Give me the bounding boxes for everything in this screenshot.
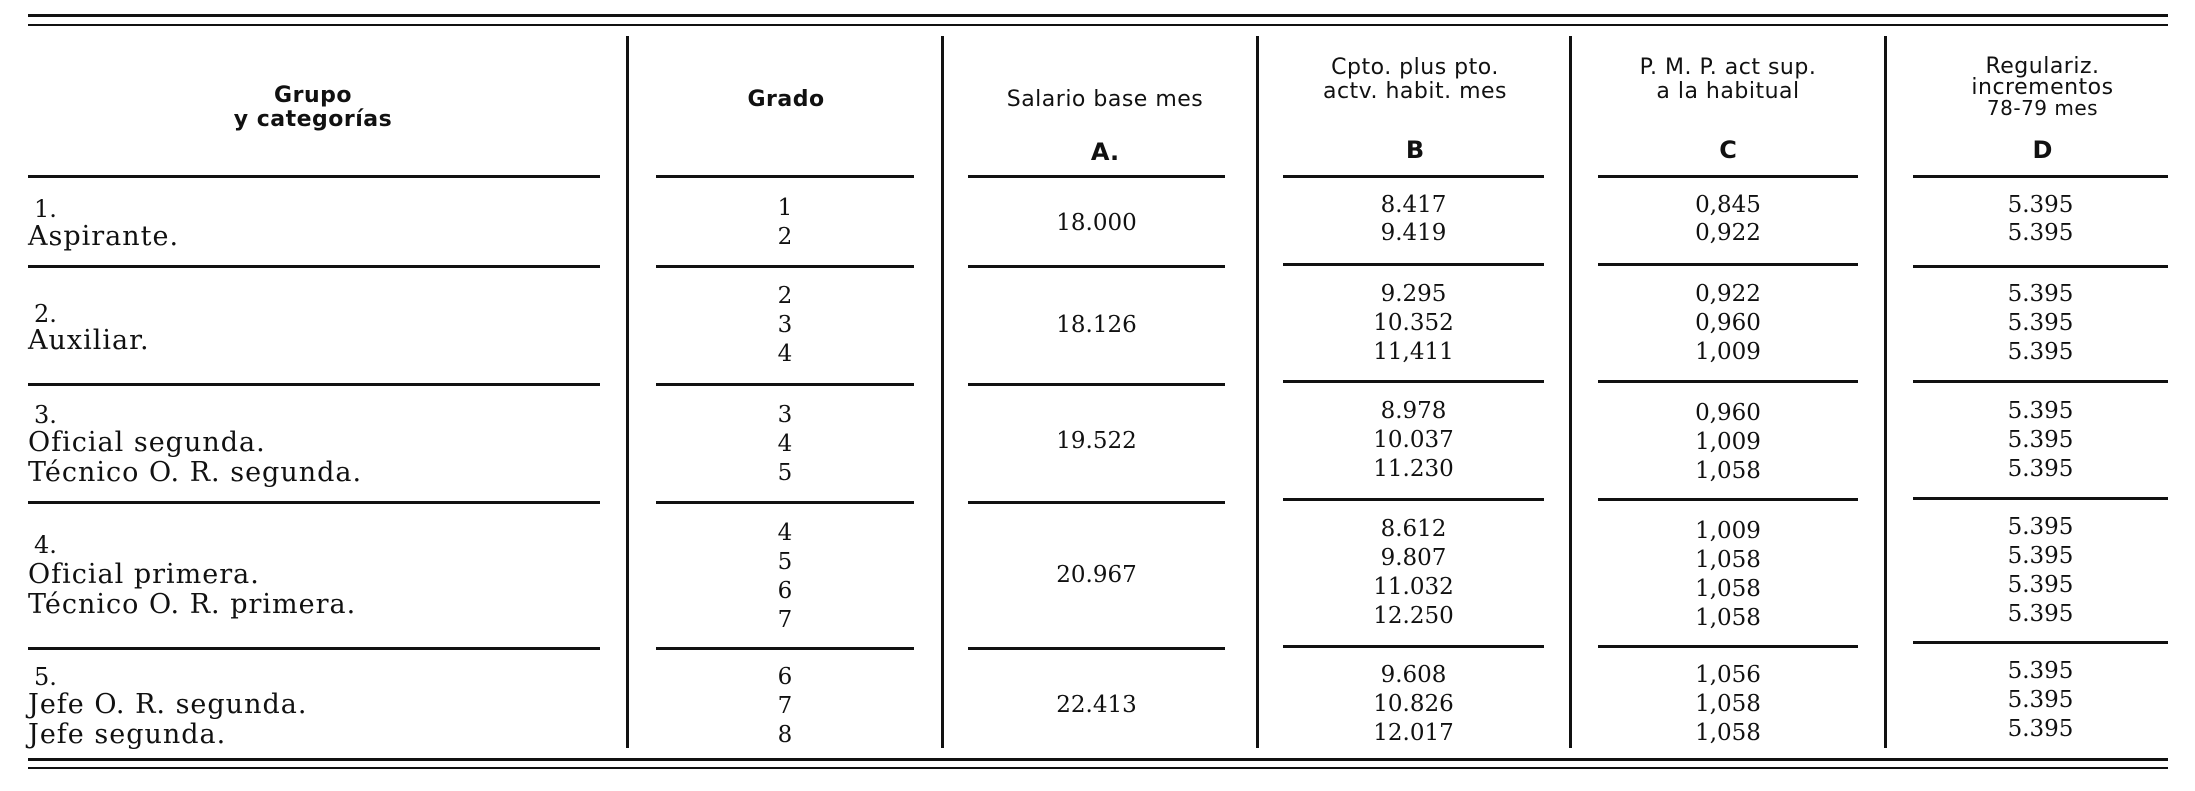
group-separator [1283, 380, 1544, 383]
header-underline [1283, 175, 1544, 178]
header-underline [656, 175, 914, 178]
header-reg-line1: Regulariz. [1985, 54, 2100, 79]
header-grado [656, 88, 916, 112]
group-number: 1. [34, 195, 57, 223]
reg-value: 5.395 [2007, 514, 2074, 540]
category-label: Oficial segunda. [28, 427, 266, 458]
group-separator [1598, 498, 1858, 501]
header-cpto-line1: Cpto. plus pto. [1331, 55, 1499, 80]
header-pmp-line1: P. M. P. act sup. [1639, 55, 1817, 80]
group-separator [656, 383, 914, 386]
top-rule-1 [28, 14, 2168, 17]
header-reg [1900, 56, 2185, 119]
pmp-value: 0,960 [1695, 400, 1761, 426]
group-number: 4. [34, 531, 57, 559]
header-reg-line3: 78-79 mes [1986, 96, 2099, 120]
header-grupo-line1: Grupo [274, 83, 352, 108]
pmp-value: 1,009 [1695, 518, 1761, 544]
reg-value: 5.395 [2007, 687, 2074, 713]
grado-value: 4 [777, 520, 793, 546]
pmp-value: 0,922 [1695, 281, 1761, 307]
header-grupo-line2: y categorías [233, 107, 393, 132]
category-label: Técnico O. R. segunda. [28, 457, 363, 488]
cpto-value: 10.826 [1373, 691, 1454, 717]
cpto-value: 10.352 [1373, 310, 1454, 336]
group-separator [656, 501, 914, 504]
group-separator [968, 383, 1225, 386]
reg-value: 5.395 [2007, 339, 2074, 365]
group-separator [1283, 498, 1544, 501]
group-separator [1913, 265, 2168, 268]
col-divider-4 [1569, 36, 1572, 748]
col-divider-2 [941, 36, 944, 748]
cpto-value: 11.230 [1373, 456, 1454, 482]
grado-value: 7 [777, 607, 793, 633]
reg-value: 5.395 [2007, 398, 2074, 424]
col-divider-5 [1884, 36, 1887, 748]
cpto-value: 9.419 [1380, 220, 1447, 246]
category-label: Aspirante. [28, 221, 180, 252]
bottom-rule-2 [28, 767, 2168, 769]
group-separator [656, 265, 914, 268]
pmp-value: 1,058 [1695, 691, 1761, 717]
group-separator [1283, 645, 1544, 648]
group-separator [968, 265, 1225, 268]
grado-value: 5 [777, 549, 793, 575]
cpto-value: 9.608 [1380, 662, 1447, 688]
grado-value: 6 [777, 578, 793, 604]
cpto-value: 12.250 [1373, 603, 1454, 629]
col-divider-3 [1256, 36, 1259, 748]
pmp-value: 1,058 [1695, 720, 1761, 746]
pmp-value: 1,009 [1695, 429, 1761, 455]
category-label: Jefe segunda. [28, 719, 227, 750]
group-separator [1283, 263, 1544, 266]
group-separator [968, 647, 1225, 650]
group-number: 2. [34, 300, 57, 328]
salario-value: 18.126 [1056, 312, 1137, 338]
header-pmp-letter: C [1719, 136, 1737, 164]
grado-value: 4 [777, 431, 793, 457]
grado-value: 7 [777, 693, 793, 719]
group-separator [28, 265, 600, 268]
grado-value: 3 [777, 402, 793, 428]
header-cpto-letter: B [1405, 136, 1425, 164]
salario-value: 18.000 [1056, 210, 1137, 236]
pmp-value: 1,058 [1695, 547, 1761, 573]
reg-value: 5.395 [2007, 310, 2074, 336]
header-underline [1913, 175, 2168, 178]
header-salario-label: Salario base mes [1006, 87, 1204, 112]
group-separator [1913, 497, 2168, 500]
group-separator [1598, 380, 1858, 383]
grado-value: 6 [777, 664, 793, 690]
pmp-value: 1,056 [1695, 662, 1761, 688]
grado-value: 2 [777, 224, 793, 250]
cpto-value: 10.037 [1373, 427, 1454, 453]
cpto-value: 11.032 [1373, 574, 1454, 600]
reg-value: 5.395 [2007, 427, 2074, 453]
pmp-value: 0,845 [1695, 192, 1761, 218]
header-grado-label: Grado [747, 87, 825, 112]
reg-value: 5.395 [2007, 658, 2074, 684]
cpto-value: 9.807 [1380, 545, 1447, 571]
grado-value: 4 [777, 341, 793, 367]
salario-value: 19.522 [1056, 428, 1137, 454]
header-salario [955, 88, 1255, 112]
cpto-value: 8.612 [1380, 516, 1447, 542]
cpto-value: 12.017 [1373, 720, 1454, 746]
group-separator [1913, 641, 2168, 644]
group-separator [28, 647, 600, 650]
col-divider-1 [626, 36, 629, 748]
header-cpto-line2: actv. habit. mes [1322, 79, 1508, 104]
header-salario-letter: A. [1090, 138, 1120, 166]
reg-value: 5.395 [2007, 601, 2074, 627]
category-label: Auxiliar. [28, 325, 150, 356]
group-number: 3. [34, 401, 57, 429]
header-underline [968, 175, 1225, 178]
header-pmp [1583, 56, 1873, 104]
grado-value: 8 [777, 722, 793, 748]
group-separator [28, 383, 600, 386]
grado-value: 1 [777, 195, 793, 221]
reg-value: 5.395 [2007, 220, 2074, 246]
cpto-value: 11,411 [1373, 339, 1454, 365]
header-cpto [1270, 56, 1560, 104]
category-label: Técnico O. R. primera. [28, 589, 357, 620]
grado-value: 3 [777, 312, 793, 338]
header-grupo [28, 84, 598, 132]
header-reg-line2: incrementos [1971, 75, 2114, 100]
bottom-rule-1 [28, 758, 2168, 761]
header-pmp-line2: a la habitual [1656, 79, 1800, 104]
group-separator [1913, 380, 2168, 383]
group-separator [968, 501, 1225, 504]
salario-value: 20.967 [1056, 562, 1137, 588]
grado-value: 2 [777, 283, 793, 309]
pmp-value: 1,058 [1695, 605, 1761, 631]
cpto-value: 8.978 [1380, 398, 1447, 424]
header-underline [28, 175, 600, 178]
pmp-value: 1,058 [1695, 458, 1761, 484]
reg-value: 5.395 [2007, 716, 2074, 742]
reg-value: 5.395 [2007, 572, 2074, 598]
cpto-value: 8.417 [1380, 192, 1447, 218]
pmp-value: 0,960 [1695, 310, 1761, 336]
group-separator [1598, 263, 1858, 266]
group-separator [28, 501, 600, 504]
category-label: Jefe O. R. segunda. [28, 689, 308, 720]
reg-value: 5.395 [2007, 192, 2074, 218]
grado-value: 5 [777, 460, 793, 486]
pmp-value: 1,009 [1695, 339, 1761, 365]
header-reg-letter: D [2032, 136, 2053, 164]
group-separator [1598, 645, 1858, 648]
header-underline [1598, 175, 1858, 178]
top-rule-2 [28, 24, 2168, 26]
category-label: Oficial primera. [28, 559, 260, 590]
reg-value: 5.395 [2007, 456, 2074, 482]
pmp-value: 0,922 [1695, 220, 1761, 246]
salario-value: 22.413 [1056, 692, 1137, 718]
group-separator [656, 647, 914, 650]
cpto-value: 9.295 [1380, 281, 1447, 307]
reg-value: 5.395 [2007, 543, 2074, 569]
pmp-value: 1,058 [1695, 576, 1761, 602]
group-number: 5. [34, 663, 57, 691]
reg-value: 5.395 [2007, 281, 2074, 307]
